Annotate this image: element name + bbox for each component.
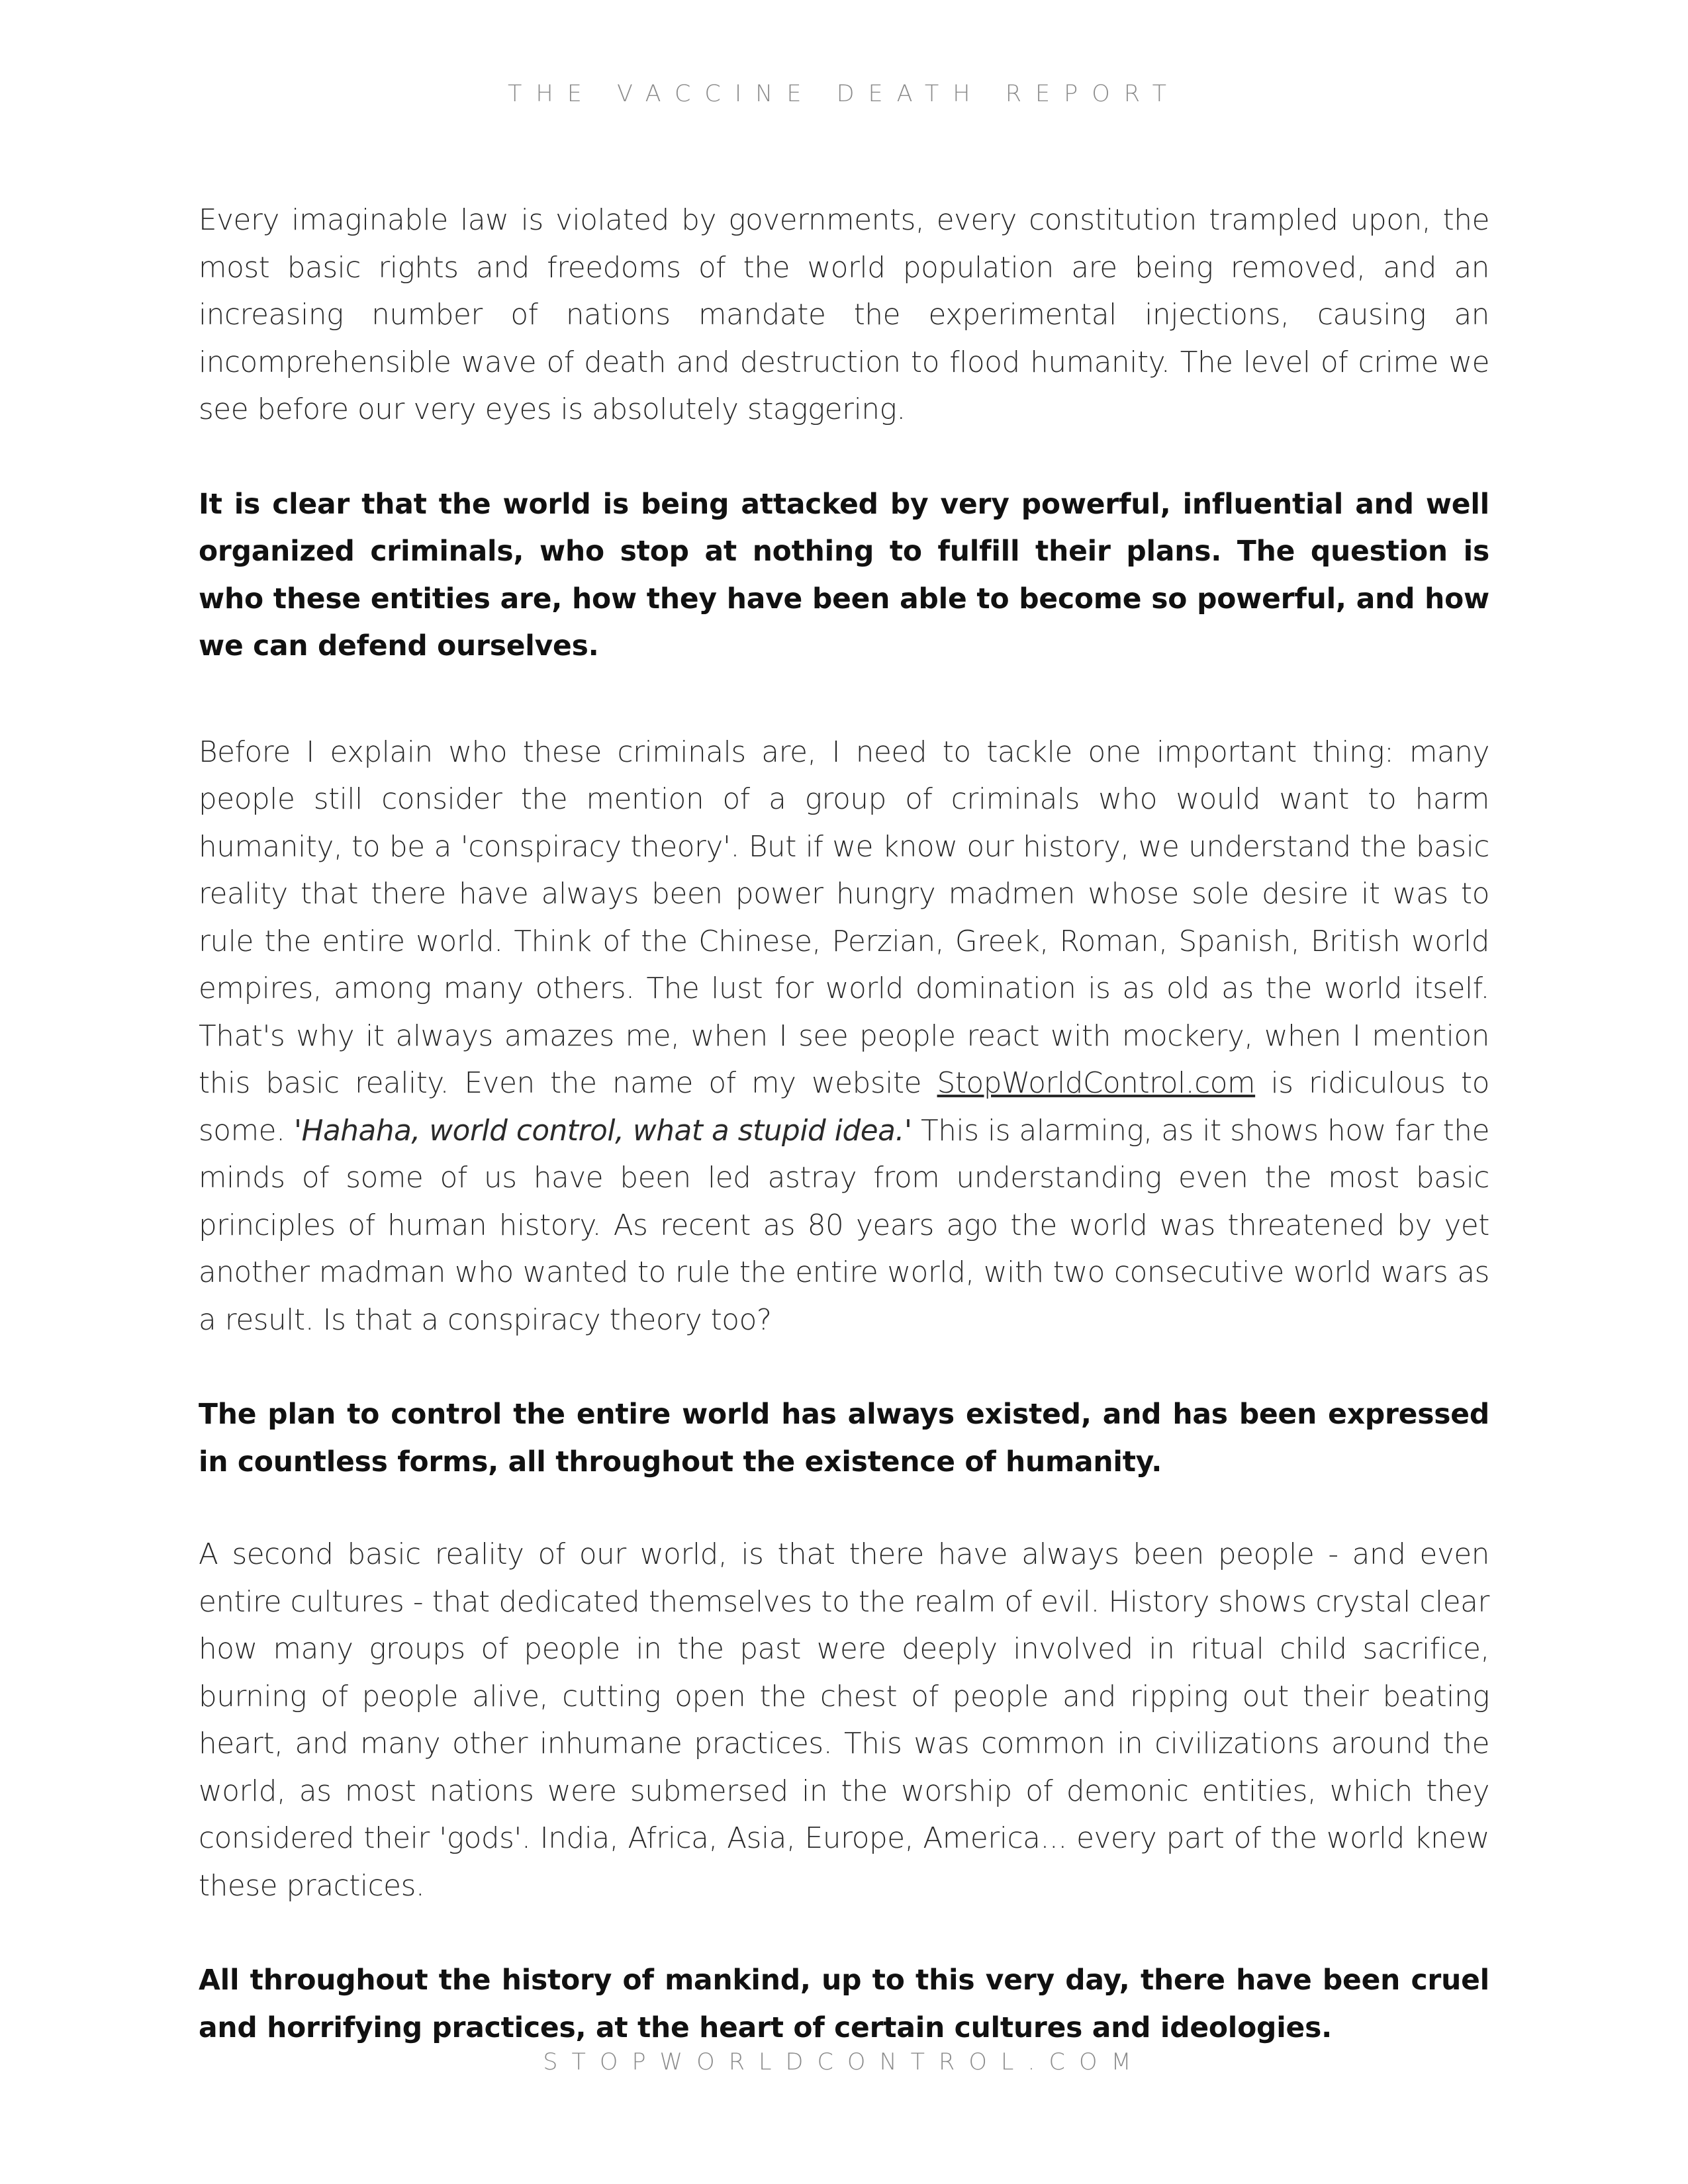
paragraph-conspiracy-theory [199,729,1489,1345]
paragraph-text-segment: is ridiculous to some. [199,1067,1489,1148]
running-header: THE VACCINE DEATH REPORT [508,81,1180,107]
paragraph-bold-cruel-practices: All throughout the history of mankind, up to this very day, there have been cruel and horrifying practices, at the heart of certain cultures and ideologies. [199,1964,1489,2044]
running-footer: STOPWORLDCONTROL.COM [543,2049,1145,2075]
paragraph-bold-world-control: The plan to control the entire world has always existed, and has been expressed in countless forms, all throughout the existence of humanity. [199,1398,1489,1478]
paragraph-evil-cultures: A second basic reality of our world, is that there have always been people - and even entire cultures - that dedicated themselves to the realm of evil. History shows crystal clear how many groups of people in the past were deeply involved in ritual child sacrifice, burning of people alive, cutting open the chest of people and ripping out their beating heart, and many other inhumane practices. This was common in civilizations around the world, as most nations were submersed in the worship of demonic entities, which they considered their 'gods'. India, Africa, Asia, Europe, America... every part of the world knew these practices. [199,1538,1489,1903]
paragraph-laws-violated: Every imaginable law is violated by governments, every constitution trampled upon, the most basic rights and freedoms of the world population are being removed, and an increasing number of nations mandate the experimental injections, causing an incomprehensible wave of death and destruction to flood humanity. The level of crime we see before our very eyes is absolutely staggering. [199,204,1489,426]
paragraph-bold-criminals: It is clear that the world is being attacked by very powerful, influential and well organized criminals, who stop at nothing to fulfill their plans. The question is who these entities are, how they have been able to become so powerful, and how we can defend ourselves. [199,487,1489,662]
article-body [199,197,1489,2051]
paragraph-text-segment: This is alarming, as it shows how far the minds of some of us have been led astray from understanding even the most basic principles of human history. As recent as 80 years ago the world was threatened by yet another madman who wanted to rule the entire world, with two consecutive world wars as a result. Is that a conspiracy theory too? [199,1114,1490,1337]
website-link[interactable]: StopWorldControl.com [937,1067,1256,1100]
paragraph-text-segment: Before I explain who these criminals are, I need to tackle one important thing: many people still consider the mention of a group of criminals who would want to harm humanity, to be a 'conspiracy theory'. But if we know our history, we understand the basic reality that there have always been power hungry madmen whose sole desire it was to rule the entire world. Think of the Chinese, Perzian, Greek, Roman, Spanish, British world empires, among many others. The lust for world domination is as old as the world itself. That's why it always amazes me, when I see people react with mockery, when I mention this basic reality. Even the name of my website [199,735,1489,1100]
italic-quote: 'Hahaha, world control, what a stupid idea.' [294,1114,912,1148]
